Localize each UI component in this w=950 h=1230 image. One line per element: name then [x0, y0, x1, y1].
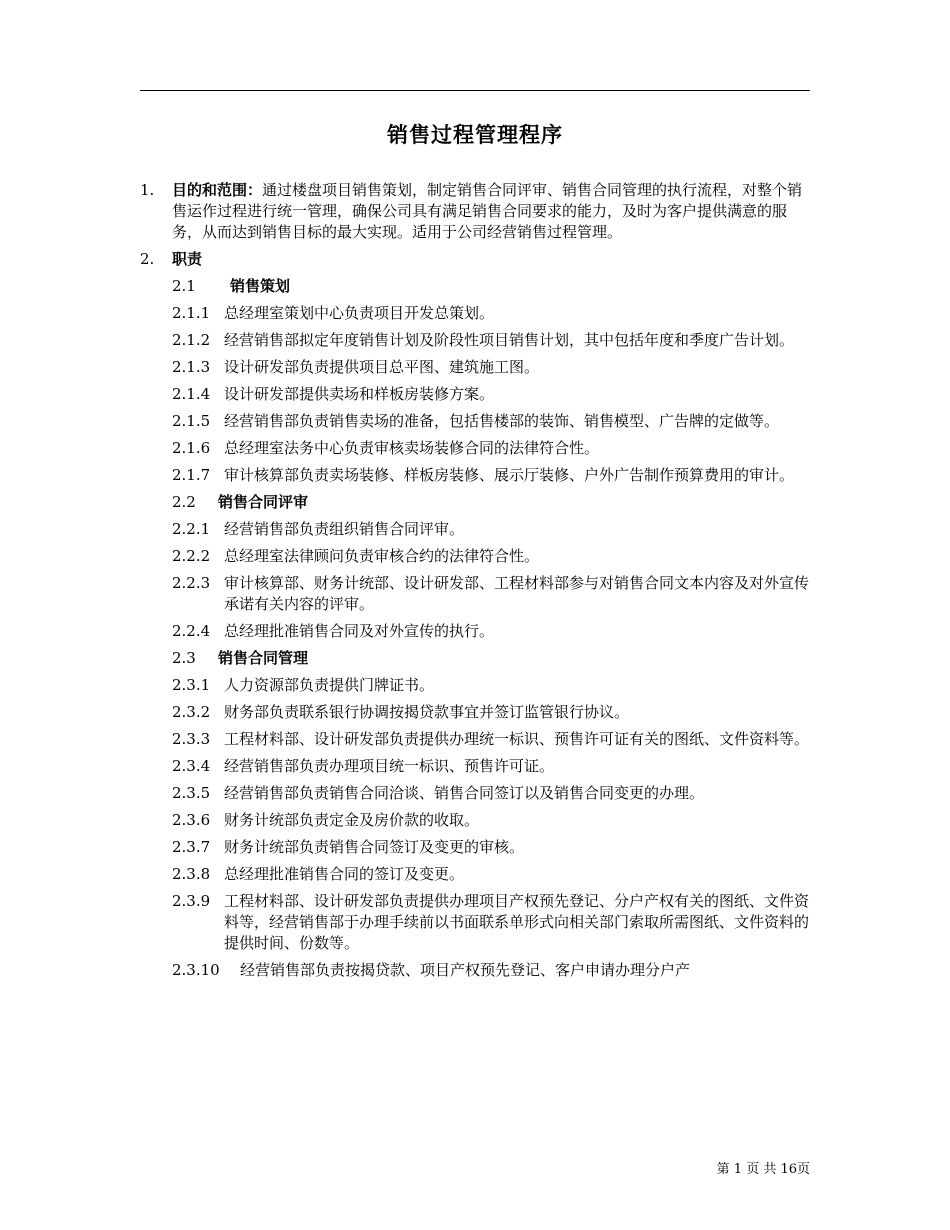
subsection-2-2 [172, 492, 812, 513]
list-item: 2.3.3 工程材料部、设计研发部负责提供办理统一标识、预售许可证有关的图纸、文件资料等。 [172, 730, 810, 748]
list-item: 2.3.7 财务计统部负责销售合同签订及变更的审核。 [172, 838, 525, 856]
subsection-2-3 [172, 648, 812, 669]
section-purpose [140, 180, 812, 243]
section-number: 2. [140, 250, 155, 268]
section-responsibilities [140, 249, 812, 270]
section-heading: 目的和范围： [172, 181, 263, 199]
document-body [140, 180, 812, 987]
list-item: 2.3.5 经营销售部负责销售合同洽谈、销售合同签订以及销售合同变更的办理。 [172, 784, 705, 802]
list-item: 2.3.10 经营销售部负责按揭贷款、项目产权预先登记、客户申请办理分户产 [172, 961, 691, 979]
list-item: 2.1.4 设计研发部提供卖场和样板房装修方案。 [172, 385, 495, 403]
list-item: 2.1.2 经营销售部拟定年度销售计划及阶段性项目销售计划，其中包括年度和季度广告计划。 [172, 331, 795, 349]
list-item: 2.1.7 审计核算部负责卖场装修、样板房装修、展示厅装修、户外广告制作预算费用的审计。 [172, 466, 795, 484]
subsection-number: 2.2 [172, 493, 196, 511]
list-item: 2.3.4 经营销售部负责办理项目统一标识、预售许可证。 [172, 757, 555, 775]
list-item: 2.1.1 总经理室策划中心负责项目开发总策划。 [172, 304, 495, 322]
list-item: 2.2.4 总经理批准销售合同及对外宣传的执行。 [172, 622, 495, 640]
page-footer: 第 1 页 共 16页 [716, 1162, 810, 1177]
section-heading: 职责 [172, 250, 203, 268]
items-2-1 [140, 303, 812, 486]
list-item: 2.3.6 财务计统部负责定金及房价款的收取。 [172, 811, 480, 829]
subsection-heading: 销售合同管理 [218, 649, 309, 667]
section-number: 1. [140, 181, 155, 199]
list-item: 2.1.6 总经理室法务中心负责审核卖场装修合同的法律符合性。 [172, 439, 600, 457]
subsection-heading: 销售策划 [230, 277, 291, 295]
subsection-2-1 [172, 276, 812, 297]
list-item: 2.2.3 审计核算部、财务计统部、设计研发部、工程材料部参与对销售合同文本内容及对外宣传承诺有关内容的评审。 [172, 574, 810, 613]
subsection-number: 2.3 [172, 649, 196, 667]
list-item: 2.3.1 人力资源部负责提供门牌证书。 [172, 676, 435, 694]
section-text: 通过楼盘项目销售策划，制定销售合同评审、销售合同管理的执行流程，对整个销售运作过程进行统一管理，确保公司具有满足销售合同要求的能力，及时为客户提供满意的服务，从而达到销售目标的最大实现。适用于公司经营销售过程管理。 [172, 181, 803, 241]
subsection-number: 2.1 [172, 277, 196, 295]
list-item: 2.3.2 财务部负责联系银行协调按揭贷款事宜并签订监管银行协议。 [172, 703, 630, 721]
list-item: 2.3.8 总经理批准销售合同的签订及变更。 [172, 865, 465, 883]
items-2-3 [140, 675, 812, 981]
document-title: 销售过程管理程序 [387, 123, 563, 147]
list-item: 2.2.1 经营销售部负责组织销售合同评审。 [172, 520, 465, 538]
items-2-2 [140, 519, 812, 642]
list-item: 2.3.9 工程材料部、设计研发部负责提供办理项目产权预先登记、分户产权有关的图纸、文件资料等，经营销售部于办理手续前以书面联系单形式向相关部门索取所需图纸、文件资料的提供时间、份数等。 [172, 892, 810, 952]
list-item: 2.2.2 总经理室法律顾问负责审核合约的法律符合性。 [172, 547, 540, 565]
header-rule [140, 90, 810, 91]
list-item: 2.1.3 设计研发部负责提供项目总平图、建筑施工图。 [172, 358, 540, 376]
list-item: 2.1.5 经营销售部负责销售卖场的准备，包括售楼部的装饰、销售模型、广告牌的定做等。 [172, 412, 780, 430]
subsection-heading: 销售合同评审 [218, 493, 309, 511]
